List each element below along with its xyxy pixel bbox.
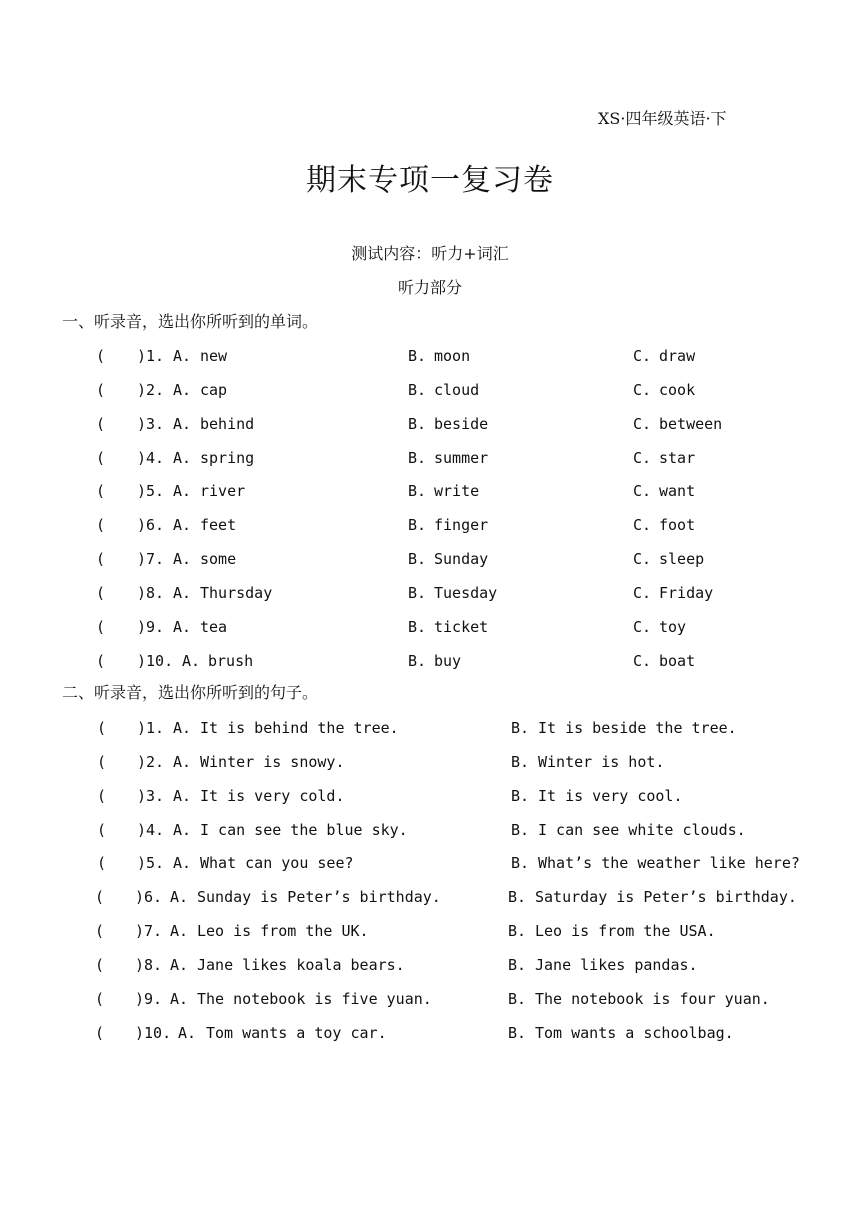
question-number: )2. (137, 753, 165, 771)
option-b-text: ticket (434, 618, 489, 636)
option-b-text: cloud (434, 381, 480, 399)
answer-blank[interactable]: ( (97, 753, 107, 771)
option-b-label: B. (408, 516, 427, 534)
option-a-label: A. (173, 854, 192, 872)
option-b-text: It is very cool. (538, 787, 683, 805)
option-a-text: Tom wants a toy car. (206, 1024, 387, 1042)
option-c-text: sleep (659, 550, 705, 568)
option-a-text: some (200, 550, 237, 568)
option-b-text: Tom wants a schoolbag. (535, 1024, 734, 1042)
option-c-text: want (659, 482, 696, 500)
question-number: )8. (135, 956, 163, 974)
option-a-text: It is behind the tree. (200, 719, 399, 737)
answer-blank[interactable]: ( (96, 449, 106, 467)
answer-blank[interactable]: ( (96, 347, 106, 365)
answer-blank[interactable]: ( (95, 888, 105, 906)
page-title: 期末专项一复习卷 (306, 163, 554, 198)
option-a-text: Thursday (200, 584, 273, 602)
answer-blank[interactable]: ( (96, 652, 106, 670)
option-b-label: B. (508, 888, 527, 906)
question-number: )10. (135, 1024, 172, 1042)
option-a-label: A. (173, 550, 192, 568)
option-a-label: A. (173, 821, 192, 839)
option-c-text: Friday (659, 584, 714, 602)
option-b-label: B. (511, 753, 530, 771)
option-b-text: Winter is hot. (538, 753, 665, 771)
header-tag: XS·四年级英语·下 (598, 109, 727, 128)
option-b-label: B. (511, 821, 530, 839)
option-b-label: B. (511, 854, 530, 872)
option-a-label: A. (173, 753, 192, 771)
option-b-text: write (434, 482, 480, 500)
option-a-text: cap (200, 381, 228, 399)
option-a-label: A. (173, 787, 192, 805)
option-b-text: Jane likes pandas. (535, 956, 698, 974)
option-a-text: behind (200, 415, 255, 433)
option-c-label: C. (633, 482, 652, 500)
answer-blank[interactable]: ( (97, 787, 107, 805)
option-b-label: B. (508, 956, 527, 974)
option-c-label: C. (633, 584, 652, 602)
option-b-label: B. (408, 584, 427, 602)
answer-blank[interactable]: ( (96, 584, 106, 602)
question-number: )8. (137, 584, 165, 602)
option-c-text: foot (659, 516, 696, 534)
option-a-label: A. (173, 482, 192, 500)
question-number: )2. (137, 381, 165, 399)
question-number: )6. (137, 516, 165, 534)
option-c-text: boat (659, 652, 696, 670)
question-number: )4. (137, 449, 165, 467)
part-label: 听力部分 (397, 278, 462, 297)
question-number: )3. (137, 415, 165, 433)
section1-heading: 一、听录音，选出你所听到的单词。 (62, 312, 319, 331)
answer-blank[interactable]: ( (96, 516, 106, 534)
option-a-text: Sunday is Peter’s birthday. (197, 888, 441, 906)
answer-blank[interactable]: ( (95, 1024, 105, 1042)
option-b-label: B. (408, 347, 427, 365)
answer-blank[interactable]: ( (97, 719, 107, 737)
option-a-text: feet (200, 516, 237, 534)
question-number: )5. (137, 482, 165, 500)
option-b-label: B. (408, 381, 427, 399)
answer-blank[interactable]: ( (96, 618, 106, 636)
option-a-label: A. (173, 415, 192, 433)
option-c-label: C. (633, 449, 652, 467)
option-c-label: C. (633, 652, 652, 670)
option-a-text: I can see the blue sky. (200, 821, 408, 839)
option-b-text: Sunday (434, 550, 489, 568)
option-c-text: between (659, 415, 723, 433)
answer-blank[interactable]: ( (97, 854, 107, 872)
option-a-text: brush (208, 652, 254, 670)
answer-blank[interactable]: ( (95, 990, 105, 1008)
section2-heading: 二、听录音，选出你所听到的句子。 (62, 683, 319, 702)
option-a-label: A. (182, 652, 201, 670)
option-a-text: spring (200, 449, 255, 467)
option-a-text: The notebook is five yuan. (197, 990, 432, 1008)
option-c-text: cook (659, 381, 696, 399)
option-a-label: A. (173, 618, 192, 636)
option-b-label: B. (508, 922, 527, 940)
option-b-text: I can see white clouds. (538, 821, 746, 839)
option-b-text: moon (434, 347, 471, 365)
question-number: )9. (135, 990, 163, 1008)
option-b-text: It is beside the tree. (538, 719, 737, 737)
option-b-label: B. (408, 449, 427, 467)
option-b-text: finger (434, 516, 489, 534)
question-number: )7. (137, 550, 165, 568)
option-b-label: B. (511, 787, 530, 805)
option-b-text: Tuesday (434, 584, 498, 602)
option-a-label: A. (173, 381, 192, 399)
option-b-label: B. (408, 618, 427, 636)
option-b-text: summer (434, 449, 489, 467)
option-b-text: The notebook is four yuan. (535, 990, 770, 1008)
option-c-label: C. (633, 415, 652, 433)
option-a-text: Jane likes koala bears. (197, 956, 405, 974)
option-b-label: B. (508, 990, 527, 1008)
answer-blank[interactable]: ( (95, 956, 105, 974)
option-a-text: Winter is snowy. (200, 753, 345, 771)
answer-blank[interactable]: ( (97, 821, 107, 839)
option-a-text: It is very cold. (200, 787, 345, 805)
option-a-label: A. (170, 922, 189, 940)
answer-blank[interactable]: ( (95, 922, 105, 940)
option-a-label: A. (170, 956, 189, 974)
option-b-label: B. (408, 652, 427, 670)
question-number: )1. (137, 347, 165, 365)
option-a-label: A. (170, 888, 189, 906)
option-a-label: A. (173, 516, 192, 534)
option-c-text: toy (659, 618, 687, 636)
answer-blank[interactable]: ( (96, 415, 106, 433)
option-b-text: Saturday is Peter’s birthday. (535, 888, 797, 906)
option-c-label: C. (633, 381, 652, 399)
option-a-label: A. (170, 990, 189, 1008)
option-a-text: new (200, 347, 228, 365)
question-number: )5. (137, 854, 165, 872)
question-number: )1. (137, 719, 165, 737)
option-b-text: Leo is from the USA. (535, 922, 716, 940)
option-a-text: river (200, 482, 246, 500)
option-b-label: B. (508, 1024, 527, 1042)
option-a-label: A. (173, 719, 192, 737)
option-a-text: What can you see? (200, 854, 354, 872)
option-c-text: draw (659, 347, 696, 365)
option-b-label: B. (408, 415, 427, 433)
option-a-label: A. (178, 1024, 197, 1042)
option-b-label: B. (408, 550, 427, 568)
option-b-text: What’s the weather like here? (538, 854, 800, 872)
question-number: )3. (137, 787, 165, 805)
option-a-label: A. (173, 347, 192, 365)
option-c-label: C. (633, 347, 652, 365)
answer-blank[interactable]: ( (96, 381, 106, 399)
option-c-text: star (659, 449, 696, 467)
question-number: )6. (135, 888, 163, 906)
option-b-label: B. (408, 482, 427, 500)
option-c-label: C. (633, 516, 652, 534)
question-number: )4. (137, 821, 165, 839)
option-b-text: buy (434, 652, 462, 670)
question-number: )7. (135, 922, 163, 940)
option-b-text: beside (434, 415, 489, 433)
question-number: )9. (137, 618, 165, 636)
option-a-label: A. (173, 449, 192, 467)
answer-blank[interactable]: ( (96, 550, 106, 568)
option-c-label: C. (633, 550, 652, 568)
option-a-text: tea (200, 618, 228, 636)
question-number: )10. (137, 652, 174, 670)
option-b-label: B. (511, 719, 530, 737)
option-a-label: A. (173, 584, 192, 602)
answer-blank[interactable]: ( (96, 482, 106, 500)
option-a-text: Leo is from the UK. (197, 922, 369, 940)
option-c-label: C. (633, 618, 652, 636)
subtitle: 测试内容：听力+词汇 (351, 244, 509, 263)
